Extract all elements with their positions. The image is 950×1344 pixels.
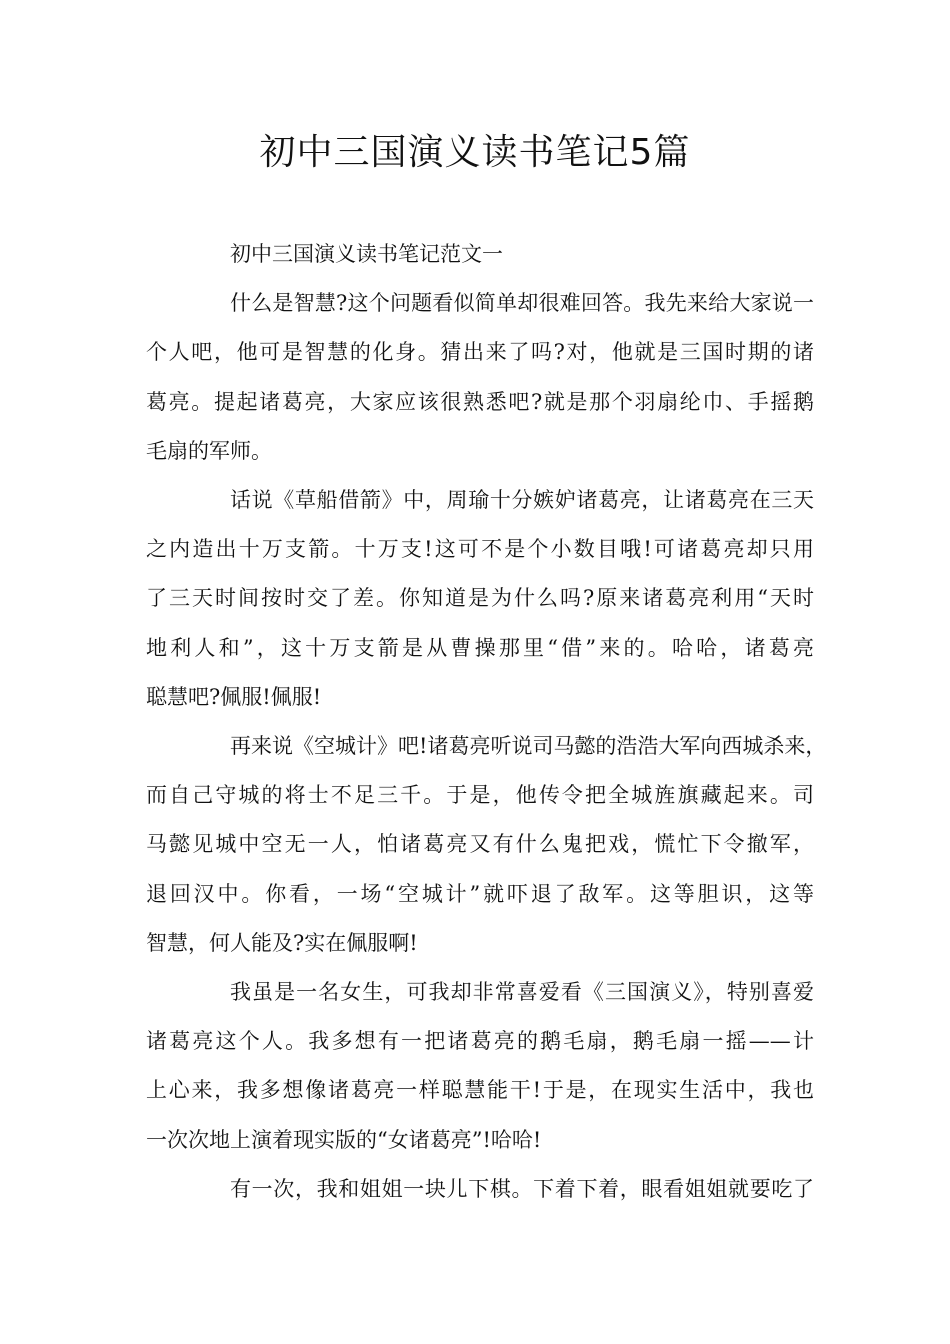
text-line: 有一次，我和姐姐一块儿下棋。下着下着，眼看姐姐就要吃了: [230, 1176, 814, 1201]
text-line: 上心来，我多想像诸葛亮一样聪慧能干!于是，在现实生活中，我也: [146, 1078, 814, 1103]
text-line: 一次次地上演着现实版的“女诸葛亮”!哈哈!: [146, 1127, 542, 1152]
text-line: 话说《草船借箭》中，周瑜十分嫉妒诸葛亮，让诸葛亮在三天: [230, 488, 814, 513]
text-line: 什么是智慧?这个问题看似简单却很难回答。我先来给大家说一: [230, 291, 814, 316]
paragraph: [146, 279, 814, 476]
paragraph: [146, 722, 827, 968]
text-line: 而自己守城的将士不足三千。于是，他传令把全城旌旗藏起来。司: [146, 783, 814, 808]
paragraph: [146, 476, 814, 722]
text-line: 地利人和”，这十万支箭是从曹操那里“借”来的。哈哈，诸葛亮: [146, 635, 814, 660]
text-line: 毛扇的军师。: [146, 438, 272, 463]
text-line: 再来说《空城计》吧!诸葛亮听说司马懿的浩浩大军向西城杀来，: [230, 734, 827, 759]
section-heading: [146, 230, 814, 279]
text-line: 我虽是一名女生，可我却非常喜爱看《三国演义》，特别喜爱: [230, 980, 814, 1005]
text-line: 个人吧，他可是智慧的化身。猜出来了吗?对，他就是三国时期的诸: [146, 340, 814, 365]
text-line: 之内造出十万支箭。十万支!这可不是个小数目哦!可诸葛亮却只用: [146, 537, 814, 562]
document-body: [146, 230, 827, 1214]
text-line: 智慧，何人能及?实在佩服啊!: [146, 930, 418, 955]
text-line: 聪慧吧?佩服!佩服!: [146, 684, 322, 709]
document-title: 初中三国演义读书笔记5篇: [259, 132, 691, 173]
text-line: 退回汉中。你看，一场“空城计”就吓退了敌军。这等胆识，这等: [146, 881, 814, 906]
text-line: 马懿见城中空无一人，怕诸葛亮又有什么鬼把戏，慌忙下令撤军，: [146, 832, 814, 857]
text-line: 初中三国演义读书笔记范文一: [230, 242, 503, 266]
text-line: 了三天时间按时交了差。你知道是为什么吗?原来诸葛亮利用“天时: [146, 586, 814, 611]
text-line: 诸葛亮这个人。我多想有一把诸葛亮的鹅毛扇，鹅毛扇一摇——计: [146, 1029, 814, 1054]
text-line: 葛亮。提起诸葛亮，大家应该很熟悉吧?就是那个羽扇纶巾、手摇鹅: [146, 389, 814, 414]
paragraph: [146, 968, 814, 1165]
paragraph: [146, 1165, 814, 1214]
